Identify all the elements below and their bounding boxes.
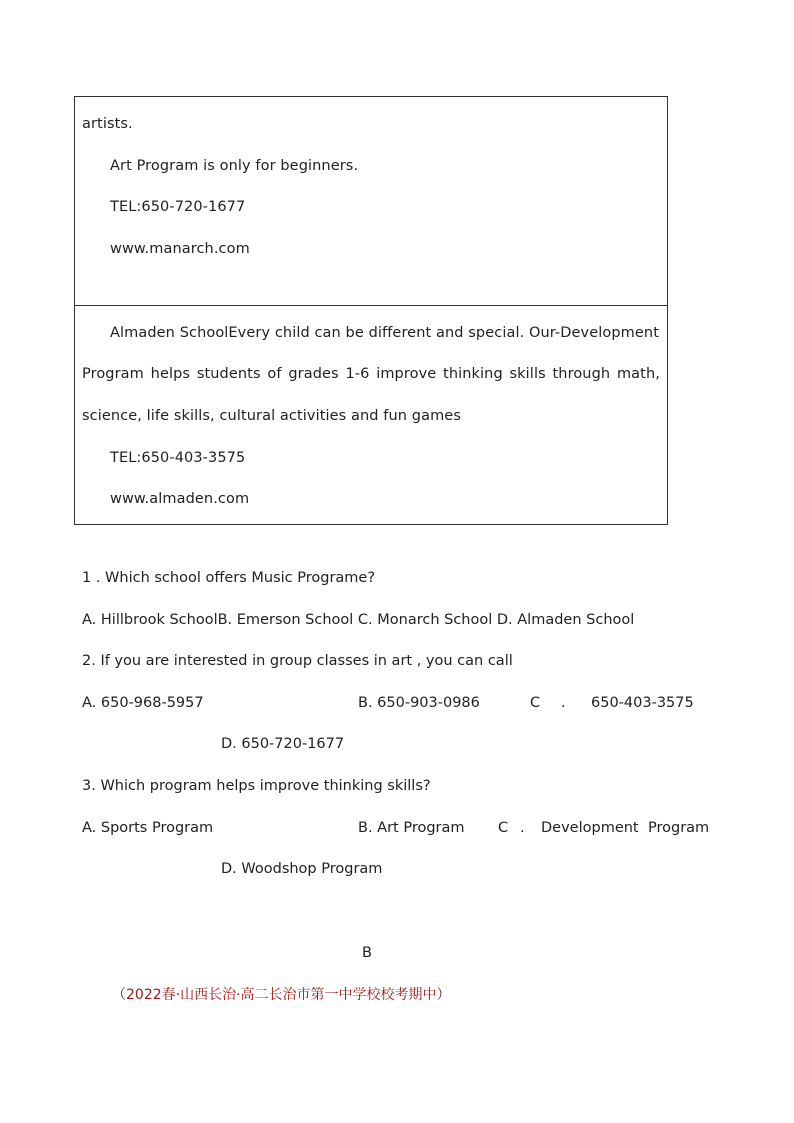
justified-word: can <box>314 325 341 341</box>
q2-option-c-dot: . <box>561 695 566 711</box>
justified-word: through <box>552 366 611 382</box>
justified-word: thinking <box>443 366 503 382</box>
source-year: 2022 <box>126 987 162 1003</box>
justified-word: math, <box>616 366 660 382</box>
q3-option-a: A. Sports Program <box>82 820 214 836</box>
box1-url: www.manarch.com <box>110 241 250 257</box>
q3-option-c-word1: Development <box>541 820 639 836</box>
justified-word: students <box>196 366 261 382</box>
section-label: B <box>362 945 372 961</box>
source-citation <box>112 984 451 1004</box>
justified-word: grades <box>288 366 339 382</box>
q2-option-b: B. 650-903-0986 <box>358 695 480 711</box>
justified-word: Program <box>82 366 144 382</box>
justified-word: skills <box>509 366 546 382</box>
justified-word: SchoolEvery <box>179 325 271 341</box>
question-1: 1 . Which school offers Music Programe? <box>82 570 376 586</box>
box1-line-artists: artists. <box>82 116 133 132</box>
q3-option-c-dot: . <box>520 820 525 836</box>
question-1-options: A. Hillbrook SchoolB. Emerson School C. Monarch School D. Almaden School <box>82 612 635 628</box>
justified-word: different <box>368 325 432 341</box>
box1-line-beginners: Art Program is only for beginners. <box>110 158 359 174</box>
justified-word: Almaden <box>110 325 175 341</box>
justified-word: and <box>435 325 464 341</box>
source-open: （ <box>112 987 126 1003</box>
source-close: ） <box>436 987 451 1003</box>
q2-option-d: D. 650-720-1677 <box>221 736 345 752</box>
justified-word: special. <box>468 325 525 341</box>
justified-word: child <box>274 325 310 341</box>
q3-option-b: B. Art Program <box>358 820 465 836</box>
question-3: 3. Which program helps improve thinking skills? <box>82 778 431 794</box>
q2-option-c-letter: C <box>530 695 541 711</box>
justified-word: Our-Development <box>529 325 659 341</box>
justified-word: of <box>267 366 282 382</box>
box2-line2 <box>82 365 660 383</box>
justified-word: 1-6 <box>345 366 370 382</box>
q2-option-c-value: 650-403-3575 <box>591 695 694 711</box>
justified-word: be <box>345 325 364 341</box>
question-2: 2. If you are interested in group classes in art , you can call <box>82 653 513 669</box>
q2-option-a: A. 650-968-5957 <box>82 695 204 711</box>
justified-word: helps <box>150 366 191 382</box>
box2-url: www.almaden.com <box>110 491 250 507</box>
box2-line3: science, life skills, cultural activities and fun games <box>82 408 461 424</box>
q3-option-d: D. Woodshop Program <box>221 861 383 877</box>
q3-option-c-word2: Program <box>648 820 710 836</box>
q3-option-c-letter: C <box>498 820 509 836</box>
justified-word: improve <box>376 366 437 382</box>
source-detail: 春·山西长治·高二长治市第一中学校校考期中 <box>161 987 437 1003</box>
box2-line1 <box>110 324 659 342</box>
box2-tel: TEL:650-403-3575 <box>110 450 246 466</box>
box1-tel: TEL:650-720-1677 <box>110 199 246 215</box>
